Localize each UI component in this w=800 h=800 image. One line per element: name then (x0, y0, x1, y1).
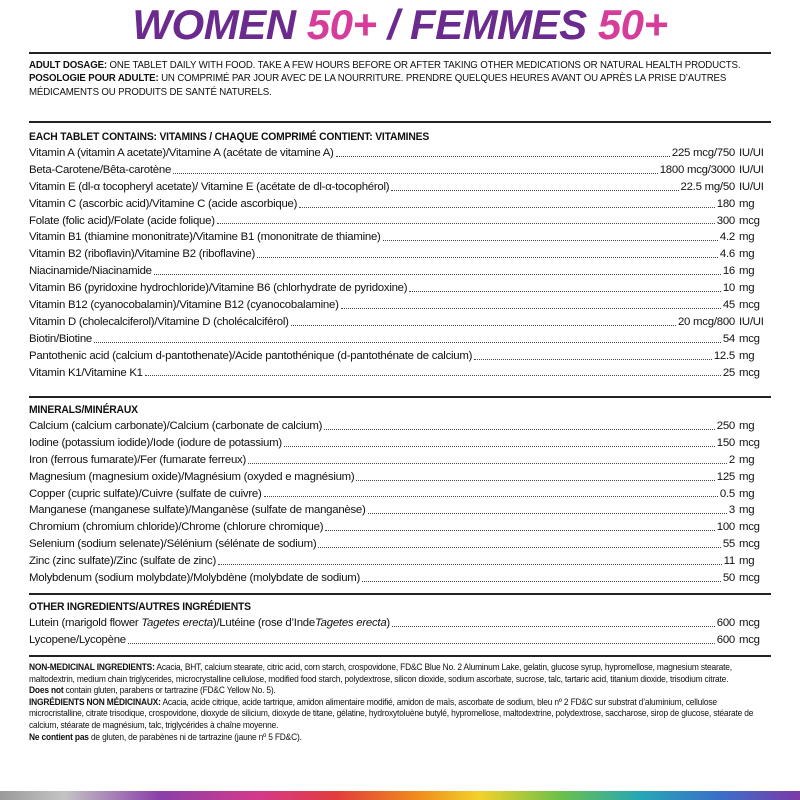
dosage-block (29, 59, 773, 99)
dosage-fr-label: POSOLOGIE POUR ADULTE: (29, 73, 159, 85)
table-row (29, 297, 771, 314)
vitamin-label: Pantothenic acid (calcium d-pantothenate)/Acide pantothénique (d-pantothénate de calcium) (29, 349, 473, 362)
table-row (29, 365, 771, 382)
vitamin-amount: 16 (722, 265, 735, 278)
dosage-fr (29, 72, 773, 99)
vitamin-unit: IU/UI (739, 180, 764, 193)
nonmed-en-free: Does not contain gluten, parabens or tartrazine (FD&C Yellow No. 5). (29, 684, 276, 696)
table-row (29, 435, 771, 452)
leader-dots (94, 342, 721, 343)
nonmedicinal-block (29, 661, 772, 742)
table-row (29, 213, 771, 230)
vitamin-label: Vitamin E (dl-α tocopheryl acetate)/ Vitamine E (acétate de dl-α-tocophérol) (29, 180, 390, 193)
mineral-unit: mg (739, 504, 755, 517)
table-row (29, 553, 771, 570)
mineral-unit: mg (739, 555, 755, 568)
leader-dots (173, 173, 658, 174)
mineral-amount: 50 (722, 572, 735, 585)
leader-dots (248, 463, 727, 464)
leader-dots (218, 564, 722, 565)
mineral-label: Magnesium (magnesium oxide)/Magnésium (oxyded e magnésium) (29, 470, 355, 483)
leader-dots (391, 190, 678, 191)
table-row (29, 519, 771, 536)
vitamin-label: Vitamin B12 (cyanocobalamin)/Vitamine B12 (cyanocobalamine) (29, 299, 339, 312)
table-row (29, 469, 771, 486)
table-row (29, 486, 771, 503)
leader-dots (474, 359, 712, 360)
mineral-unit: mcg (739, 538, 760, 551)
mineral-label: Copper (cupric sulfate)/Cuivre (sulfate de cuivre) (29, 487, 262, 500)
title-plus-fr: 50+ (597, 1, 668, 48)
vitamin-amount: 4.6 (719, 248, 735, 261)
nonmed-fr-free: Ne contient pas de gluten, de parabènes ni de tartrazine (jaune nº 5 FD&C). (29, 730, 302, 742)
vitamin-label: Folate (folic acid)/Folate (acide folique) (29, 214, 215, 227)
other-header: OTHER INGREDIENTS/AUTRES INGRÉDIENTS (29, 601, 251, 613)
page-title (0, 2, 800, 48)
leader-dots (318, 547, 720, 548)
vitamin-amount: 1800 mcg/3000 (659, 163, 735, 176)
vitamin-label: Vitamin B1 (thiamine mononitrate)/Vitamine B1 (mononitrate de thiamine) (29, 231, 381, 244)
vitamin-amount: 10 (722, 282, 735, 295)
vitamin-amount: 20 mcg/800 (677, 315, 735, 328)
table-row (29, 196, 771, 213)
vitamin-unit: mg (739, 231, 755, 244)
title-femmes: FEMMES (409, 1, 598, 48)
vitamin-amount: 300 (716, 214, 735, 227)
mineral-label: Iron (ferrous fumarate)/Fer (fumarate ferreux) (29, 453, 247, 466)
table-row (29, 263, 771, 280)
vitamin-amount: 12.5 (713, 349, 735, 362)
vitamin-unit: mcg (739, 214, 760, 227)
mineral-unit: mg (739, 487, 755, 500)
minerals-header: MINERALS/MINÉRAUX (29, 404, 138, 416)
leader-dots (154, 274, 721, 275)
vitamin-label: Vitamin B6 (pyridoxine hydrochloride)/Vitamine B6 (chlorhydrate de pyridoxine) (29, 282, 408, 295)
vitamin-label: Vitamin D (cholecalciferol)/Vitamine D (cholécalciférol) (29, 315, 289, 328)
dosage-fr-text: UN COMPRIMÉ PAR JOUR AVEC DE LA NOURRITURE. PRENDRE QUELQUES HEURES AVANT OU APRÈS LA PRISE D’AUTRES MÉDICAMENTS OU PRODUITS DE SANTÉ NATURELS. (29, 73, 727, 98)
table-row (29, 348, 771, 365)
divider-top (29, 52, 771, 54)
vitamin-amount: 25 (722, 366, 735, 379)
mineral-label: Molybdenum (sodium molybdate)/Molybdène (molybdate de sodium) (29, 572, 361, 585)
mineral-amount: 125 (716, 470, 735, 483)
dosage-en (29, 59, 773, 72)
mineral-label: Chromium (chromium chloride)/Chrome (chlorure chromique) (29, 521, 324, 534)
mineral-amount: 150 (716, 436, 735, 449)
leader-dots (284, 446, 715, 447)
mineral-amount: 250 (716, 420, 735, 432)
vitamin-unit: mg (739, 265, 755, 278)
vitamin-unit: mg (739, 282, 755, 295)
title-separator: / (376, 1, 410, 48)
table-row (29, 179, 771, 196)
mineral-unit: mg (739, 420, 755, 432)
vitamin-amount: 54 (722, 332, 735, 345)
mineral-amount: 55 (722, 538, 735, 551)
lutein-unit: mcg (739, 617, 760, 629)
leader-dots (325, 530, 714, 531)
leader-dots (409, 291, 721, 292)
vitamin-label: Biotin/Biotine (29, 332, 92, 345)
divider-nonmedicinal (29, 655, 771, 657)
mineral-amount: 11 (723, 555, 735, 568)
other-section (29, 599, 771, 649)
table-row (29, 162, 771, 179)
mineral-label: Calcium (calcium carbonate)/Calcium (carbonate de calcium) (29, 420, 323, 432)
mineral-label: Manganese (manganese sulfate)/Manganèse (sulfate de manganèse) (29, 504, 366, 517)
leader-dots (356, 480, 714, 481)
leader-dots (341, 308, 721, 309)
vitamin-label: Niacinamide/Niacinamide (29, 265, 152, 278)
mineral-unit: mcg (739, 572, 760, 585)
table-row (29, 229, 771, 246)
vitamin-amount: 180 (716, 197, 735, 210)
table-row (29, 314, 771, 331)
rainbow-bar (0, 791, 800, 800)
vitamin-amount: 45 (722, 299, 735, 312)
vitamin-label: Vitamin A (vitamin A acetate)/Vitamine A (acétate de vitamine A) (29, 147, 334, 159)
table-row (29, 536, 771, 553)
vitamin-unit: mg (739, 197, 755, 210)
vitamin-label: Vitamin C (ascorbic acid)/Vitamine C (acide ascorbique) (29, 197, 298, 210)
vitamin-label: Beta-Carotene/Bêta-carotène (29, 163, 172, 176)
mineral-amount: 0.5 (719, 487, 735, 500)
table-row (29, 632, 771, 649)
table-row (29, 570, 771, 587)
table-row (29, 418, 771, 435)
leader-dots (264, 496, 718, 497)
leader-dots (291, 325, 676, 326)
lycopene-amount: 600 (716, 633, 735, 646)
leader-dots (383, 240, 718, 241)
lycopene-label: Lycopene/Lycopène (29, 633, 126, 646)
lycopene-unit: mcg (739, 633, 760, 646)
vitamin-unit: IU/UI (739, 147, 764, 159)
vitamin-unit: IU/UI (739, 163, 764, 176)
vitamin-unit: mcg (739, 299, 760, 312)
table-row (29, 615, 771, 632)
vitamin-label: Vitamin K1/Vitamine K1 (29, 366, 143, 379)
mineral-unit: mg (739, 470, 755, 483)
leader-dots (324, 429, 715, 430)
vitamin-amount: 225 mcg/750 (671, 147, 735, 159)
mineral-label: Iodine (potassium iodide)/Iode (iodure de potassium) (29, 436, 282, 449)
mineral-label: Zinc (zinc sulfate)/Zinc (sulfate de zinc) (29, 555, 217, 568)
vitamin-unit: mg (739, 349, 755, 362)
nonmed-en: NON-MEDICINAL INGREDIENTS: Acacia, BHT, calcium stearate, citric acid, corn starch, crospovidone, FD&C Blue No. 2 Aluminum Lake, gelatin, glucose syrup, hypromellose, magnesium stearate, maltodextrin, medium chain triglycerides, microcrystalline cellulose, modified food starch, polydextrose, silicon dioxide, sodium ascorbate, sucrose, talc, tartaric acid, titanium dioxide, trisodium citrate. (29, 661, 732, 684)
mineral-amount: 2 (728, 453, 735, 466)
leader-dots (336, 156, 670, 157)
vitamin-amount: 4.2 (719, 231, 735, 244)
vitamin-unit: IU/UI (739, 315, 764, 328)
dosage-en-text: ONE TABLET DAILY WITH FOOD. TAKE A FEW HOURS BEFORE OR AFTER TAKING OTHER MEDICATIONS OR NATURAL HEALTH PRODUCTS. (107, 60, 741, 71)
mineral-unit: mcg (739, 436, 760, 449)
table-row (29, 145, 771, 162)
divider-minerals (29, 396, 771, 398)
vitamin-unit: mcg (739, 366, 760, 379)
table-row (29, 246, 771, 263)
nonmed-fr: INGRÉDIENTS NON MÉDICINAUX: Acacia, acide citrique, acide tartrique, amidon alimentaire modifié, amidon de maïs, ascorbate de sodium, bleu nº 2 FD&C sur substrat d’aluminium, cellulose microcristalline, citrate trisodique, crospovidone, dioxyde de silicium, dioxyde de titane, gélatine, hydroxytoluène butylé, hypromellose, maltodextrine, polydextrose, saccharose, sirop de glucose, stéarate de calcium, stéarate de magnésium, talc, triglycérides à chaîne moyenne. (29, 695, 754, 730)
vitamins-section (29, 129, 771, 381)
vitamin-unit: mcg (739, 332, 760, 345)
divider-other (29, 593, 771, 595)
title-plus-en: 50+ (306, 1, 377, 48)
mineral-unit: mcg (739, 521, 760, 534)
mineral-unit: mg (739, 453, 755, 466)
table-row (29, 331, 771, 348)
leader-dots (392, 626, 715, 627)
mineral-label: Selenium (sodium selenate)/Sélénium (sélénate de sodium) (29, 538, 317, 551)
minerals-section (29, 402, 771, 587)
divider-vitamins (29, 121, 771, 123)
table-row (29, 502, 771, 519)
vitamins-header: EACH TABLET CONTAINS: VITAMINS / CHAQUE COMPRIMÉ CONTIENT: VITAMINES (29, 131, 430, 143)
leader-dots (257, 257, 718, 258)
minerals-table (29, 418, 771, 587)
vitamin-unit: mg (739, 248, 755, 261)
vitamins-table (29, 145, 771, 381)
leader-dots (368, 513, 727, 514)
title-women: WOMEN (132, 1, 307, 48)
leader-dots (145, 375, 721, 376)
vitamin-label: Vitamin B2 (riboflavin)/Vitamine B2 (riboflavine) (29, 248, 256, 261)
leader-dots (128, 643, 715, 644)
leader-dots (217, 223, 715, 224)
lutein-amount: 600 (716, 617, 735, 629)
leader-dots (362, 581, 721, 582)
mineral-amount: 3 (728, 504, 735, 517)
table-row (29, 452, 771, 469)
lutein-label: Lutein (marigold flower Tagetes erecta)/Lutéine (rose d’IndeTagetes erecta) (29, 617, 390, 629)
mineral-amount: 100 (716, 521, 735, 534)
leader-dots (299, 207, 715, 208)
dosage-en-label: ADULT DOSAGE: (29, 60, 108, 71)
table-row (29, 280, 771, 297)
vitamin-amount: 22.5 mg/50 (680, 180, 735, 193)
